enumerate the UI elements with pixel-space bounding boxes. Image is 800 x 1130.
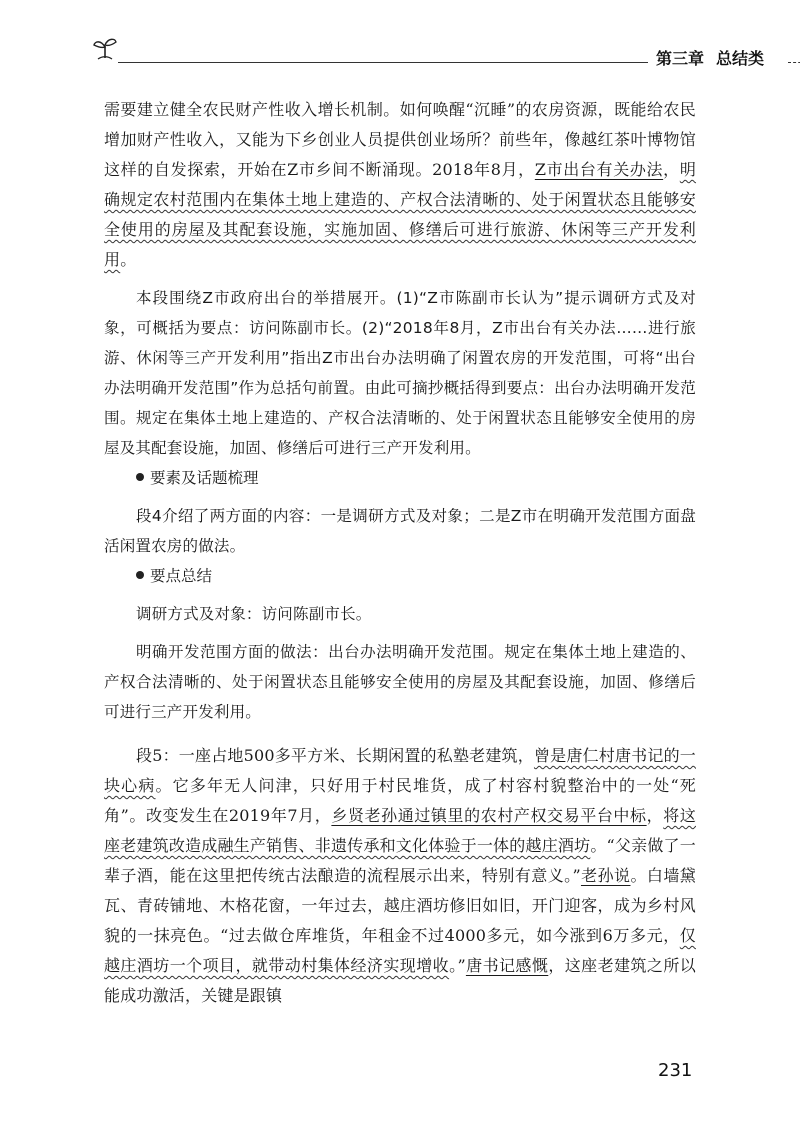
text-run: 。它多年无人问津，只好用于村民堆货，成了村容村貌整治中的一处“死角”。改变发生在2019年7月， <box>104 776 696 825</box>
summary-point-1: 调研方式及对象：访问陈副市长。 <box>136 605 372 623</box>
chapter-heading <box>656 46 776 69</box>
sprout-icon <box>92 34 118 60</box>
source-paragraph-4 <box>104 95 696 275</box>
text-run: 段5：一座占地500多平方米、长期闲置的私塾老建筑， <box>136 746 534 765</box>
bullet-icon <box>136 473 144 481</box>
text-run: ， <box>646 806 664 825</box>
bullet-icon <box>136 571 144 579</box>
underlined-text: 唐书记感慨 <box>465 956 549 975</box>
header-rule-left <box>118 62 648 63</box>
underlined-text: 乡贤老孙通过镇里的农村产权交易平台中标 <box>331 806 647 825</box>
header-rule-right <box>788 62 800 63</box>
text-run: 。 <box>120 250 137 269</box>
source-paragraph-5 <box>104 741 696 1011</box>
body-text <box>104 95 696 1011</box>
chapter-number: 第三章 <box>656 49 705 68</box>
chapter-title: 总结类 <box>716 49 765 68</box>
wavy-underlined-text: 仅越庄酒坊一个项目，就带动村集体经济实现增收 <box>104 926 696 975</box>
page-header <box>88 28 800 68</box>
text-run: ， <box>663 160 680 179</box>
page-number: 231 <box>658 1060 693 1081</box>
text-run: 。白墙黛瓦、青砖铺地、木格花窗，一年过去，越庄酒坊修旧如旧，开门迎客，成为乡村风貌的一抹亮色。“过去做仓库堆货，年租金不过4000多元，如今涨到6万多元， <box>104 866 696 945</box>
analysis-paragraph: 本段围绕Z市政府出台的举措展开。(1)“Z市陈副市长认为”提示调研方式及对象，可概括为要点：访问陈副市长。(2)“2018年8月，Z市出台有关办法……进行旅游、休闲等三产开发利用”指出Z市出台办法明确了闲置农房的开发范围，可将“出台办法明确开发范围”作为总括句前置。由此可摘抄概括得到要点：出台办法明确开发范围。规定在集体土地上建造的、产权合法清晰的、处于闲置状态且能够安全使用的房屋及其配套设施，加固、修缮后可进行三产开发利用。 <box>104 289 696 457</box>
elements-paragraph: 段4介绍了两方面的内容：一是调研方式及对象；二是Z市在明确开发范围方面盘活闲置农房的做法。 <box>104 507 696 555</box>
text-run: ，这座老建筑之所以能成功激活，关键是跟镇 <box>104 956 696 1005</box>
heading-text: 要素及话题梳理 <box>150 469 259 487</box>
section-heading-summary <box>104 561 696 591</box>
text-run: 。“父亲做了一辈子酒，能在这里把传统古法酿造的流程展示出来，特别有意义。” <box>104 836 696 885</box>
underlined-text: Z市出台有关办法 <box>534 160 664 179</box>
section-heading-elements <box>104 463 696 493</box>
heading-text: 要点总结 <box>150 567 213 585</box>
summary-point-2: 明确开发范围方面的做法：出台办法明确开发范围。规定在集体土地上建造的、产权合法清晰的、处于闲置状态且能够安全使用的房屋及其配套设施，加固、修缮后可进行三产开发利用。 <box>104 643 696 721</box>
text-run: 需要建立健全农民财产性收入增长机制。如何唤醒“沉睡”的农房资源，既能给农民增加财产性收入，又能为下乡创业人员提供创业场所？前些年，像越红茶叶博物馆这样的自发探索，开始在Z市乡间不断涌现。2018年8月， <box>104 100 696 179</box>
wavy-underlined-text: 将这座老建筑改造成融生产销售、非遗传承和文化体验于一体的越庄酒坊 <box>104 806 696 855</box>
text-run: 。” <box>449 956 466 975</box>
underlined-text: 老孙说 <box>580 866 631 885</box>
wavy-underlined-text: 曾是唐仁村唐书记的一块心病 <box>104 746 696 795</box>
wavy-underlined-text: 明确规定农村范围内在集体土地上建造的、产权合法清晰的、处于闲置状态且能够安全使用的房屋及其配套设施，实施加固、修缮后可进行旅游、休闲等三产开发利用 <box>104 160 697 269</box>
